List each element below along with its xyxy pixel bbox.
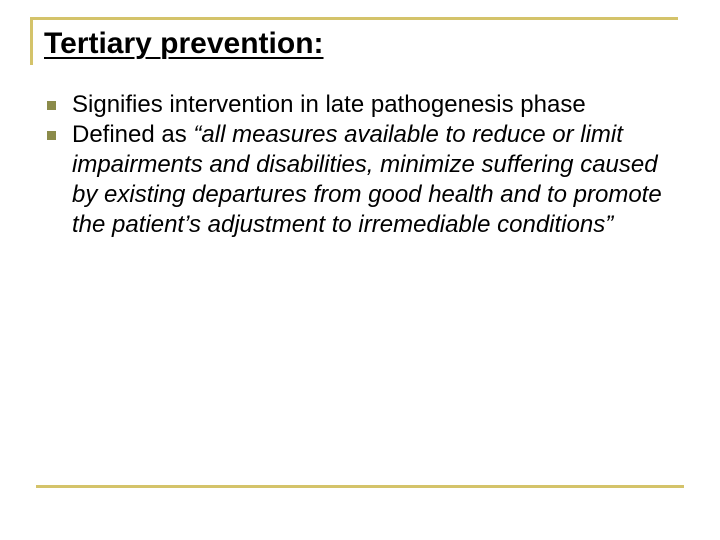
bullet-item-definition — [46, 120, 686, 240]
square-bullet-icon — [47, 101, 56, 110]
bullet-list — [46, 90, 686, 240]
definition-quote: “all measures available to reduce or limit impairments and disabilities, minimize suffering caused by existing departures from good health and to promote the patient’s adjustment to irremediable conditions” — [72, 121, 662, 238]
bullet-item-intervention — [46, 90, 686, 120]
left-accent-rule — [30, 17, 33, 65]
square-bullet-icon — [47, 131, 56, 140]
bullet-text: Signifies intervention in late pathogenesis phase — [72, 91, 586, 118]
slide-title: Tertiary prevention: — [44, 27, 324, 60]
bullet-prefix: Defined as — [72, 121, 194, 148]
bottom-accent-rule — [36, 485, 684, 488]
top-accent-rule — [30, 17, 678, 20]
